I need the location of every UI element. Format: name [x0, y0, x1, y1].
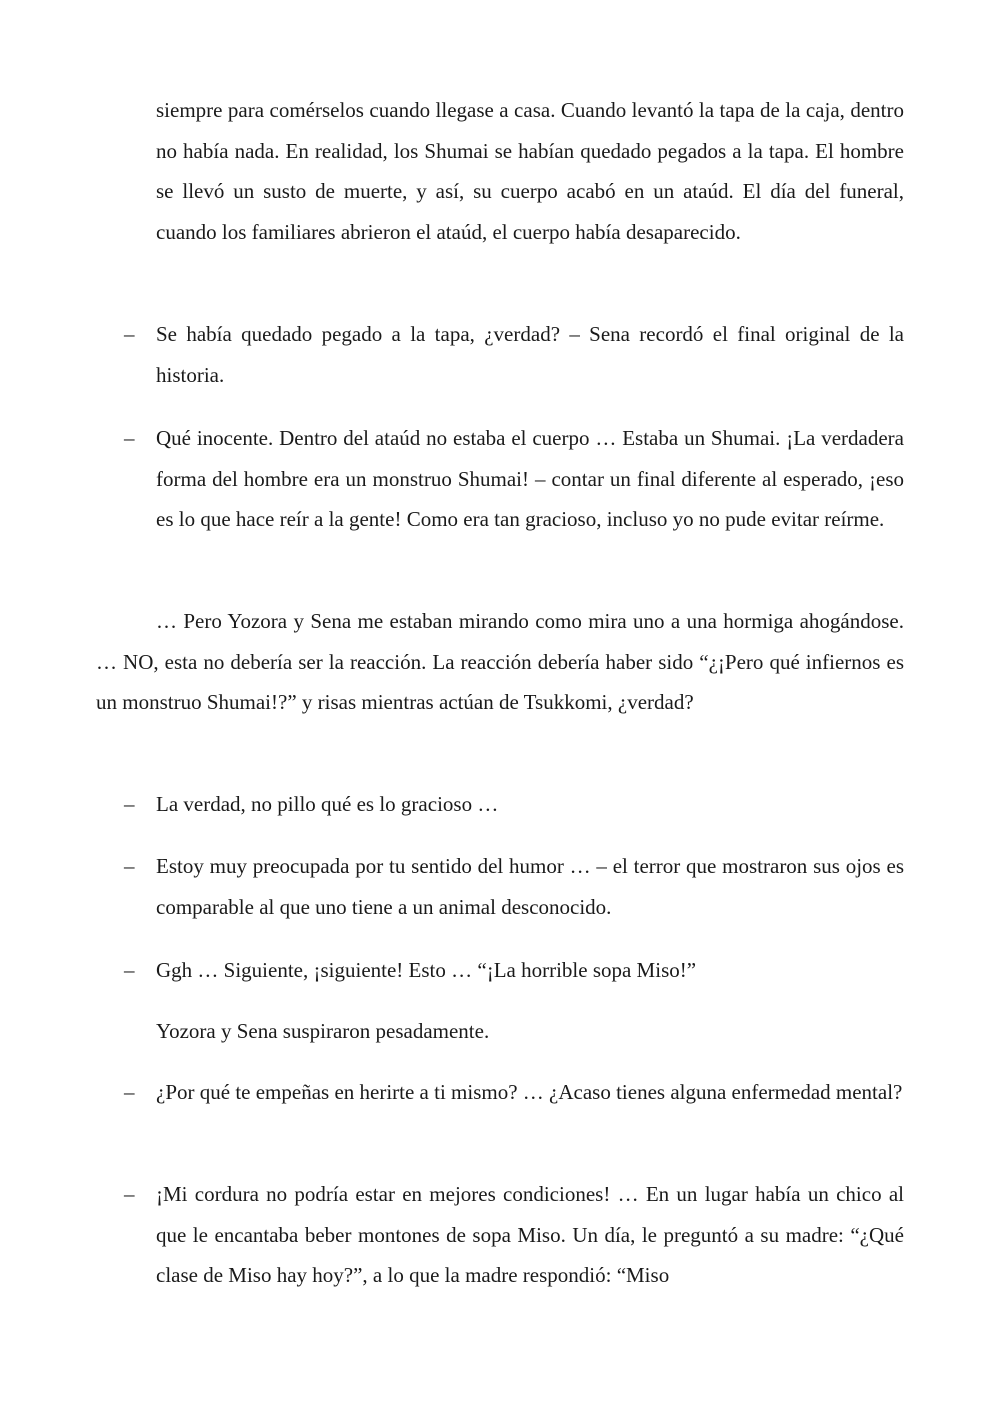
- paragraph-continuation: siempre para comérselos cuando llegase a casa. Cuando levantó la tapa de la caja, dentro no había nada. En realidad, los Shumai se habían quedado pegados a la tapa. El hombre se llevó un susto de muerte, y así, su cuerpo acabó en un ataúd. El día del funeral, cuando los familiares abrieron el ataúd, el cuerpo había desaparecido.: [156, 98, 904, 244]
- dialogue-dash: –: [124, 854, 135, 878]
- dialogue-text: La verdad, no pillo qué es lo gracioso …: [156, 792, 499, 816]
- dialogue-dash: –: [124, 1182, 135, 1206]
- narrative-line: Yozora y Sena suspiraron pesadamente.: [156, 1019, 490, 1043]
- dialogue-dash: –: [124, 322, 135, 346]
- dialogue-dash: –: [124, 792, 135, 816]
- dialogue-text: Qué inocente. Dentro del ataúd no estaba el cuerpo … Estaba un Shumai. ¡La verdadera forma del hombre era un monstruo Shumai! – contar un final diferente al esperado, ¡eso es lo que hace reír a la gente! Como era tan gracioso, incluso yo no pude evitar reírme.: [156, 426, 904, 531]
- dialogue-text: Se había quedado pegado a la tapa, ¿verdad? – Sena recordó el final original de la historia.: [156, 322, 904, 387]
- narrative-paragraph: … Pero Yozora y Sena me estaban mirando como mira uno a una hormiga ahogándose. … NO, esta no debería ser la reacción. La reacción debería haber sido “¿¡Pero qué infiernos es un monstruo Shumai!?” y risas mientras actúan de Tsukkomi, ¿verdad?: [96, 609, 904, 714]
- dialogue-dash: –: [124, 426, 135, 450]
- dialogue-text: Estoy muy preocupada por tu sentido del humor … – el terror que mostraron sus ojos es comparable al que uno tiene a un animal desconocido.: [156, 854, 904, 919]
- dialogue-dash: –: [124, 958, 135, 982]
- dialogue-text: ¿Por qué te empeñas en herirte a ti mismo? … ¿Acaso tienes alguna enfermedad mental?: [156, 1080, 903, 1104]
- dialogue-text: ¡Mi cordura no podría estar en mejores condiciones! … En un lugar había un chico al que le encantaba beber montones de sopa Miso. Un día, le preguntó a su madre: “¿Qué clase de Miso hay hoy?”, a lo que la madre respondió: “Miso: [156, 1182, 904, 1287]
- dialogue-dash: –: [124, 1080, 135, 1104]
- dialogue-text: Ggh … Siguiente, ¡siguiente! Esto … “¡La horrible sopa Miso!”: [156, 958, 697, 982]
